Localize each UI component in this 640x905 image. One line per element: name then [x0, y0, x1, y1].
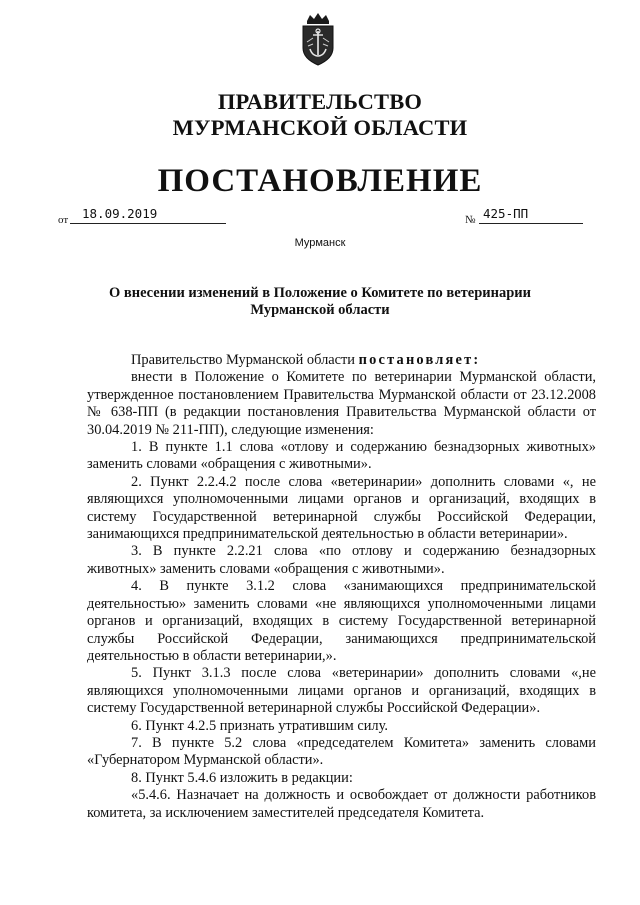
document-type-title: ПОСТАНОВЛЕНИЕ: [157, 163, 483, 199]
date-prefix: от: [58, 214, 69, 226]
document-date: 18.09.2019: [70, 206, 226, 224]
body-paragraph: 1. В пункте 1.1 слова «отлову и содержанию безнадзорных животных» заменить словами «обращения с животными».: [87, 439, 596, 473]
body-paragraph: 7. В пункте 5.2 слова «председателем Комитета» заменить словами «Губернатором Мурманской области».: [87, 734, 596, 769]
intro-subject: Правительство Мурманской области: [131, 352, 356, 368]
body-paragraph: 3. В пункте 2.2.21 слова «по отлову и содержанию безнадзорных животных» заменить словами «обращения с животными».: [87, 543, 596, 577]
body-paragraph: 2. Пункт 2.2.4.2 после слова «ветеринарии» дополнить словами «, не являющихся уполномоченными лицами органов и организаций, входящих в систему Государственной ветеринарной службы Российской Федерации, занимающихся предпринимательской деятельностью в области ветеринарии».: [87, 473, 596, 543]
body-paragraph: внести в Положение о Комитете по ветеринарии Мурманской области, утвержденное постановлением Правительства Мурманской области от 23.12.2008 № 638-ПП (в редакции постановления Правительства Мурманской области от 30.04.2019 № 211-ПП), следующие изменения:: [87, 369, 596, 438]
body-paragraph: 6. Пункт 4.2.5 признать утратившим силу.: [131, 717, 388, 734]
number-prefix: №: [465, 214, 476, 226]
body-paragraph: «5.4.6. Назначает на должность и освобождает от должности работников комитета, за исключением заместителей председателя Комитета.: [87, 787, 596, 821]
date-number-row: [58, 206, 583, 230]
government-title-line2: МУРМАНСКОЙ ОБЛАСТИ: [172, 115, 468, 140]
coat-of-arms-icon: [297, 12, 339, 66]
body-paragraph: 5. Пункт 3.1.3 после слова «ветеринарии» дополнить словами «,не являющихся уполномоченными лицами органов и организаций, входящих в систему Государственной ветеринарной службы Российской Федерации».: [87, 665, 596, 717]
intro-paragraph: [87, 352, 596, 369]
city-name: Мурманск: [294, 237, 346, 249]
body-paragraph: 8. Пункт 5.4.6 изложить в редакции:: [131, 769, 353, 786]
document-body: [87, 352, 596, 822]
document-heading: О внесении изменений в Положение о Комитете по ветеринарии Мурманской области: [108, 285, 531, 318]
document-number: 425-ПП: [479, 206, 583, 224]
government-title-line1: ПРАВИТЕЛЬСТВО: [217, 89, 423, 114]
body-paragraph: 4. В пункте 3.1.2 слова «занимающихся предпринимательской деятельностью» заменить словами «не являющихся уполномоченными лицами органов и организаций, входящих в систему Государственной ветеринарной службы Российской Федерации, занимающихся предпринимательской деятельностью в области ветеринарии,».: [87, 578, 596, 664]
intro-verb: постановляет:: [358, 352, 481, 368]
